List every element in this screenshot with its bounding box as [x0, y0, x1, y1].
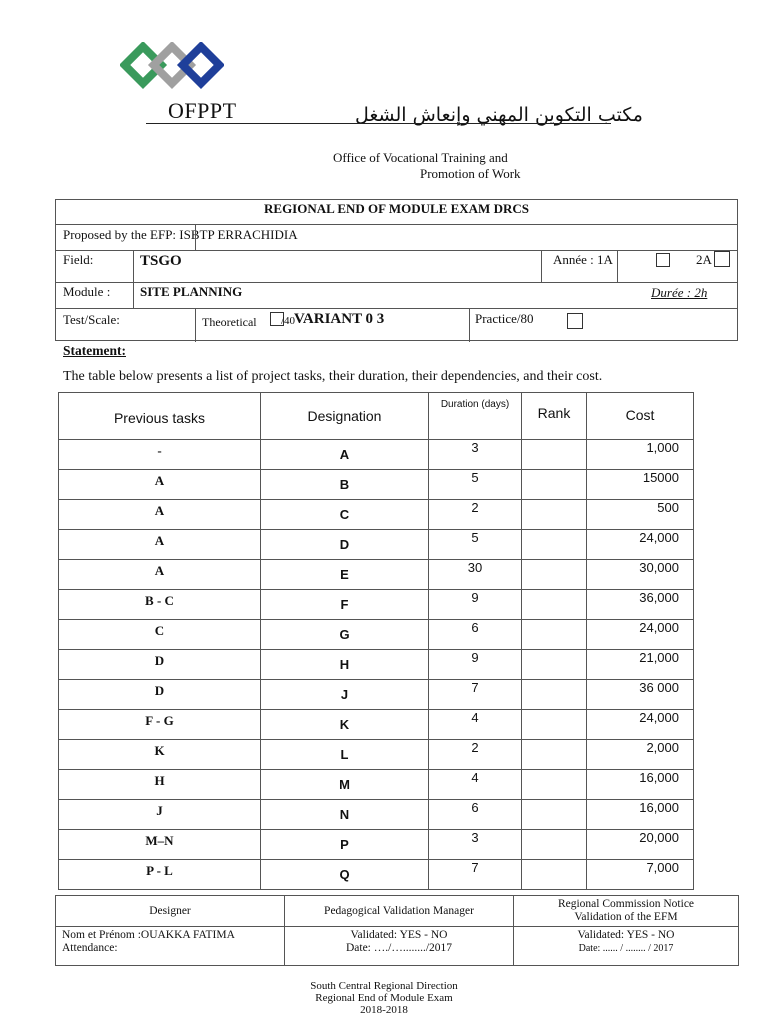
table-row [59, 650, 694, 680]
header-divider [146, 123, 611, 124]
header-duration: Duration (days) [429, 393, 522, 440]
exam-title: REGIONAL END OF MODULE EXAM DRCS [264, 201, 529, 216]
rank-cell [522, 470, 587, 500]
header-designation: Designation [261, 393, 429, 440]
duration-cell: 4 [429, 770, 522, 800]
annee-2a-checkbox[interactable] [714, 251, 730, 267]
module-label: Module : [63, 284, 111, 299]
office-line-1: Office of Vocational Training and [333, 150, 508, 165]
rank-cell [522, 530, 587, 560]
rank-cell [522, 860, 587, 890]
cost-cell: 7,000 [587, 860, 694, 890]
test-scale-label: Test/Scale: [63, 312, 120, 327]
rank-cell [522, 770, 587, 800]
cost-cell: 36,000 [587, 590, 694, 620]
prev-cell: P - L [59, 860, 261, 890]
rank-cell [522, 620, 587, 650]
designation-cell: P [261, 830, 429, 860]
table-row [59, 470, 694, 500]
table-row [59, 830, 694, 860]
rank-cell [522, 740, 587, 770]
pedagogical-cell: Validated: YES - NO Date: …./…......../2017 [285, 927, 514, 966]
designation-cell: H [261, 650, 429, 680]
table-row [59, 740, 694, 770]
duration-cell: 2 [429, 500, 522, 530]
duration-cell: 9 [429, 650, 522, 680]
annee-label: Année : 1A [553, 252, 613, 267]
org-name: OFPPT [168, 98, 237, 123]
prev-cell: D [59, 680, 261, 710]
prev-cell: - [59, 440, 261, 470]
cost-cell: 24,000 [587, 530, 694, 560]
prev-cell: A [59, 560, 261, 590]
table-row [59, 800, 694, 830]
rank-cell [522, 560, 587, 590]
duration: Durée : 2h [651, 285, 708, 300]
pedagogical-header: Pedagogical Validation Manager [285, 896, 514, 927]
prev-cell: H [59, 770, 261, 800]
cost-cell: 2,000 [587, 740, 694, 770]
rank-cell [522, 710, 587, 740]
table-header-row [59, 393, 694, 440]
table-row [59, 710, 694, 740]
header-rank: Rank [522, 393, 587, 440]
duration-cell: 7 [429, 680, 522, 710]
designation-cell: M [261, 770, 429, 800]
prev-cell: A [59, 500, 261, 530]
cost-cell: 24,000 [587, 710, 694, 740]
cost-cell: 500 [587, 500, 694, 530]
validation-table [55, 895, 739, 966]
designation-cell: J [261, 680, 429, 710]
rank-cell [522, 830, 587, 860]
designation-cell: E [261, 560, 429, 590]
duration-cell: 3 [429, 830, 522, 860]
duration-cell: 2 [429, 740, 522, 770]
designation-cell: G [261, 620, 429, 650]
rank-cell [522, 680, 587, 710]
designer-attendance: Attendance: [62, 942, 118, 954]
cost-cell: 30,000 [587, 560, 694, 590]
designation-cell: F [261, 590, 429, 620]
practice-checkbox[interactable] [567, 313, 583, 329]
designation-cell: N [261, 800, 429, 830]
theoretical-score: /40 [281, 315, 296, 327]
prev-cell: F - G [59, 710, 261, 740]
table-row [59, 620, 694, 650]
prev-cell: D [59, 650, 261, 680]
header-cost: Cost [587, 393, 694, 440]
duration-cell: 5 [429, 530, 522, 560]
rank-cell [522, 440, 587, 470]
annee-2a-label: 2A [696, 252, 712, 267]
exam-info-box [55, 199, 738, 341]
table-row [59, 590, 694, 620]
module-value: SITE PLANNING [140, 284, 243, 299]
statement-heading: Statement: [63, 343, 126, 358]
designation-cell: A [261, 440, 429, 470]
designation-cell: K [261, 710, 429, 740]
field-value: TSGO [140, 253, 182, 269]
annee-1a-checkbox[interactable] [656, 253, 670, 267]
practice-label: Practice/80 [475, 311, 534, 326]
table-row [59, 860, 694, 890]
prev-cell: J [59, 800, 261, 830]
duration-cell: 9 [429, 590, 522, 620]
designation-cell: C [261, 500, 429, 530]
rank-cell [522, 650, 587, 680]
ofppt-logo [120, 42, 224, 94]
duration-cell: 30 [429, 560, 522, 590]
prev-cell: M–N [59, 830, 261, 860]
office-line-2: Promotion of Work [420, 166, 521, 181]
cost-cell: 16,000 [587, 770, 694, 800]
table-row [59, 440, 694, 470]
theoretical-label: Theoretical [202, 315, 257, 329]
cost-cell: 16,000 [587, 800, 694, 830]
field-label: Field: [63, 252, 94, 267]
cost-cell: 24,000 [587, 620, 694, 650]
designation-cell: Q [261, 860, 429, 890]
prev-cell: B - C [59, 590, 261, 620]
statement-text: The table below presents a list of project tasks, their duration, their dependencies, and their cost. [63, 369, 603, 384]
designation-cell: D [261, 530, 429, 560]
table-row [59, 770, 694, 800]
table-row [59, 680, 694, 710]
duration-cell: 3 [429, 440, 522, 470]
rank-cell [522, 500, 587, 530]
cost-cell: 20,000 [587, 830, 694, 860]
duration-cell: 5 [429, 470, 522, 500]
prev-cell: A [59, 530, 261, 560]
table-row [59, 530, 694, 560]
variant: VARIANT 0 3 [294, 311, 385, 327]
cost-cell: 15000 [587, 470, 694, 500]
prev-cell: C [59, 620, 261, 650]
rank-cell [522, 590, 587, 620]
table-row [59, 560, 694, 590]
cost-cell: 36 000 [587, 680, 694, 710]
proposed-by: Proposed by the EFP: ISBTP ERRACHIDIA [63, 227, 298, 242]
designation-cell: L [261, 740, 429, 770]
regional-header: Regional Commission Notice Validation of the EFM [514, 896, 739, 927]
designer-cell [56, 927, 285, 966]
org-name-arabic: مكتب التكوين المهني وإنعاش الشغل [355, 104, 643, 126]
footer-text: South Central Regional Direction Regional End of Module Exam 2018-2018 [310, 980, 458, 1016]
table-row [59, 500, 694, 530]
header-previous-tasks: Previous tasks [59, 393, 261, 440]
regional-cell: Validated: YES - NO Date: ...... / ........ / 2017 [514, 927, 739, 966]
duration-cell: 6 [429, 620, 522, 650]
designer-header: Designer [56, 896, 285, 927]
duration-cell: 7 [429, 860, 522, 890]
duration-cell: 4 [429, 710, 522, 740]
cost-cell: 1,000 [587, 440, 694, 470]
rank-cell [522, 800, 587, 830]
tasks-table [58, 392, 694, 890]
duration-cell: 6 [429, 800, 522, 830]
cost-cell: 21,000 [587, 650, 694, 680]
prev-cell: K [59, 740, 261, 770]
designation-cell: B [261, 470, 429, 500]
designer-name: Nom et Prénom :OUAKKA FATIMA [62, 929, 235, 941]
prev-cell: A [59, 470, 261, 500]
